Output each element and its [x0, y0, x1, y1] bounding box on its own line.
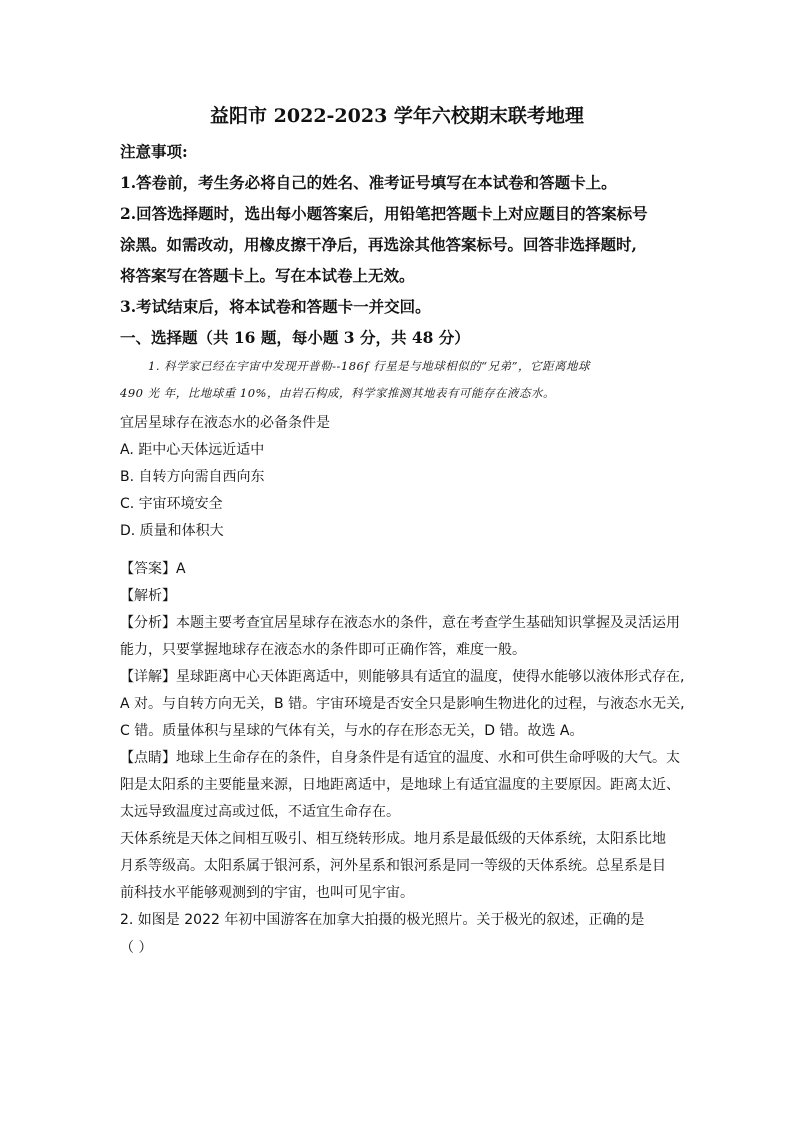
q1-dianjing-line-2: 阳是太阳系的主要能量来源，日地距离适中，是地球上有适宜温度的主要原因。距离太近、	[120, 777, 680, 793]
dianjing-label: 【点睛】	[120, 750, 176, 766]
q1-fenxi-line-2: 能力，只要掌握地球存在液态水的条件即可正确作答，难度一般。	[120, 642, 526, 658]
q1-extra-line-2: 月系等级高。太阳系属于银河系，河外星系和银河系是同一等级的天体系统。总星系是目	[120, 858, 666, 874]
q1-option-c: C. 宇宙环境安全	[120, 496, 223, 512]
q1-xiangjie-line-1	[120, 666, 684, 686]
notice-item-3: 3.考试结束后，将本试卷和答题卡一并交回。	[120, 297, 431, 316]
q1-option-a: A. 距中心天体远近适中	[120, 442, 265, 458]
q1-passage-line-2: 490 光 年，比地球重 10%，由岩石构成，科学家推测其地表有可能存在液态水。	[120, 386, 555, 400]
dianjing-text: 地球上生命存在的条件，自身条件是有适宜的温度、水和可供生命呼吸的大气。太	[176, 750, 680, 766]
q1-passage-line-1: 1. 科学家已经在宇宙中发现开普勒--186f 行星是与地球相似的“兄弟”，它距离地球	[148, 359, 591, 373]
xiangjie-label: 【详解】	[120, 669, 176, 685]
q1-answer	[120, 558, 186, 578]
q1-xiangjie-line-3: C 错。质量体积与星球的气体有关，与水的存在形态无关，D 错。故选 A。	[120, 723, 584, 739]
q1-analysis-label: 【解析】	[120, 588, 176, 604]
notice-item-2-line-3: 将答案写在答题卡上。写在本试卷上无效。	[120, 266, 415, 285]
notice-item-1: 1.答卷前，考生务必将自己的姓名、准考证号填写在本试卷和答题卡上。	[120, 173, 617, 192]
q1-dianjing-line-1	[120, 747, 680, 767]
q1-extra-line-1: 天体系统是天体之间相互吸引、相互绕转形成。地月系是最低级的天体系统，太阳系比地	[120, 831, 666, 847]
xiangjie-text: 星球距离中心天体距离适中，则能够具有适宜的温度，使得水能够以液体形式存在,	[176, 669, 685, 685]
q2-stem-line-1: 2. 如图是 2022 年初中国游客在加拿大拍摄的极光照片。关于极光的叙述，正确的是	[120, 912, 645, 928]
notice-item-2-line-2: 涂黑。如需改动，用橡皮擦干净后，再选涂其他答案标号。回答非选择题时,	[120, 235, 637, 254]
notice-item-2-line-1: 2.回答选择题时，选出每小题答案后，用铅笔把答题卡上对应题目的答案标号	[120, 204, 648, 223]
q1-stem: 宜居星球存在液态水的必备条件是	[120, 415, 330, 431]
q1-option-d: D. 质量和体积大	[120, 523, 224, 539]
q1-extra-line-3: 前科技水平能够观测到的宇宙，也叫可见宇宙。	[120, 885, 414, 901]
section-heading: 一、选择题（共 16 题，每小题 3 分，共 48 分）	[120, 328, 470, 347]
q1-fenxi-line-1	[120, 612, 680, 632]
fenxi-text: 本题主要考查宜居星球存在液态水的条件，意在考查学生基础知识掌握及灵活运用	[176, 615, 680, 631]
page-title: 益阳市 2022-2023 学年六校期末联考地理	[210, 105, 584, 127]
answer-label: 【答案】	[120, 561, 176, 577]
answer-value: A	[176, 561, 186, 577]
q2-answer-bracket: （ ）	[120, 940, 153, 956]
q1-option-b: B. 自转方向需自西向东	[120, 469, 265, 485]
notice-heading: 注意事项:	[120, 142, 188, 161]
fenxi-label: 【分析】	[120, 615, 176, 631]
q1-dianjing-line-3: 太远导致温度过高或过低，不适宜生命存在。	[120, 804, 400, 820]
q1-xiangjie-line-2: A 对。与自转方向无关，B 错。宇宙环境是否安全只是影响生物进化的过程，与液态水无关,	[120, 696, 685, 712]
